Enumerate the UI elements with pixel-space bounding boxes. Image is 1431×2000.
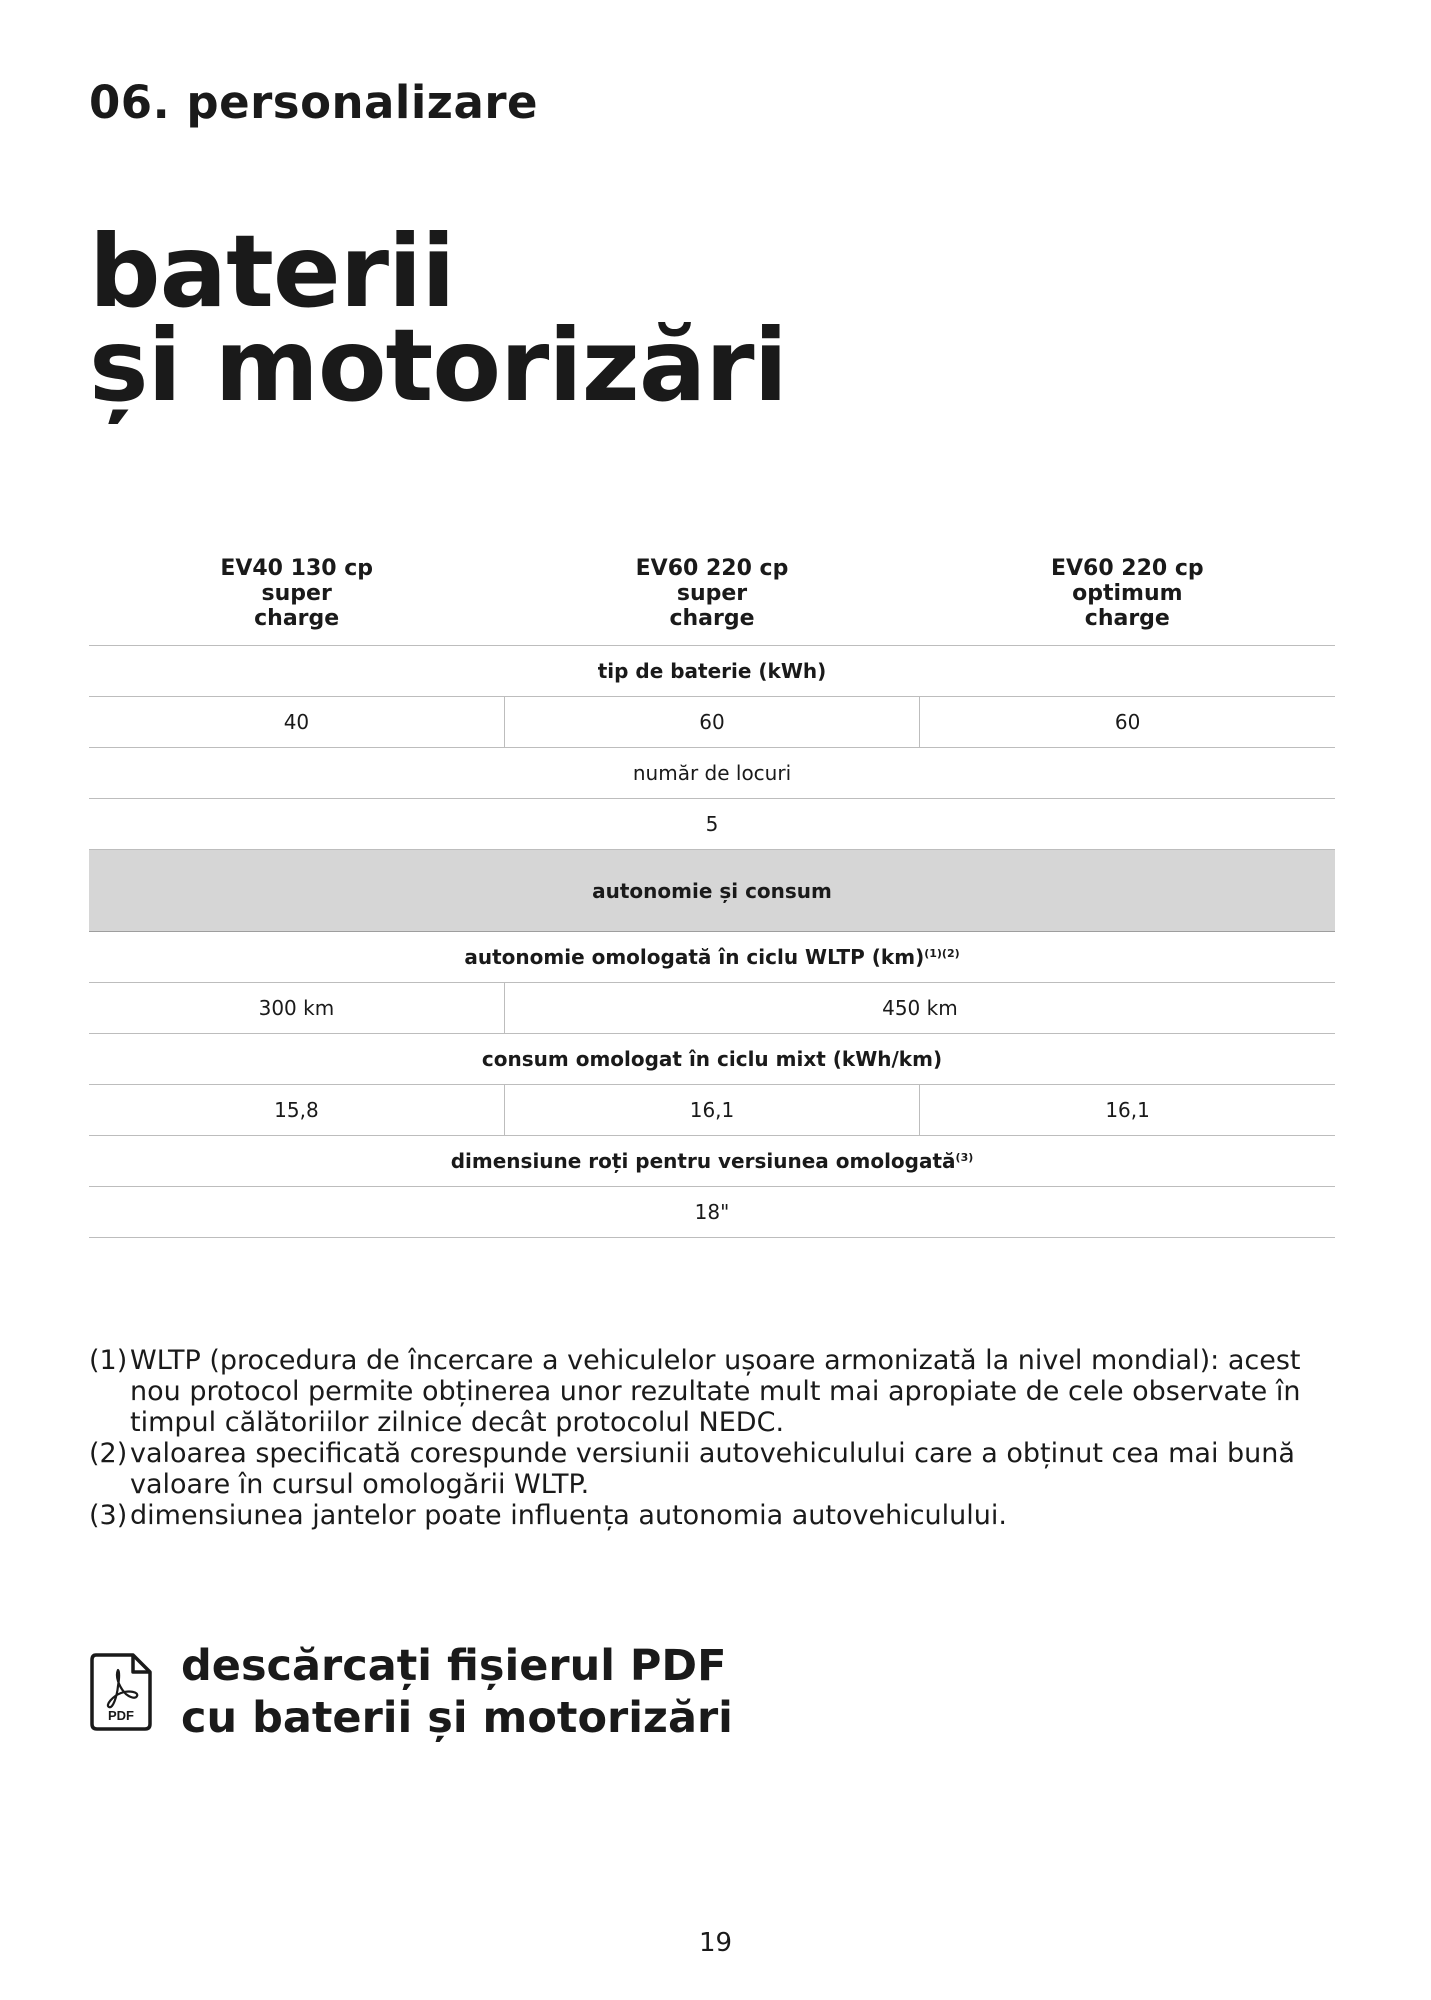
range-value-cell: 450 km — [504, 983, 1335, 1034]
battery-value-cell: 40 — [89, 697, 504, 748]
table-row — [89, 1136, 1335, 1187]
table-row — [89, 932, 1335, 983]
battery-value-cell: 60 — [504, 697, 919, 748]
consumption-label: consum omologat în ciclu mixt (kWh/km) — [89, 1034, 1335, 1085]
column-header-line: super — [676, 581, 748, 606]
page-number: 19 — [698, 1928, 733, 1958]
column-header-line: charge — [254, 606, 340, 631]
table-row — [89, 799, 1335, 850]
pdf-file-icon[interactable] — [89, 1652, 153, 1732]
wheel-label-cell — [89, 1136, 1335, 1187]
footnote-item — [89, 1500, 1339, 1531]
footnote-text: WLTP (procedura de încercare a vehiculelor ușoare armonizată la nivel mondial): acest nou protocol permite obținerea unor rezultate mult mai apropiate de cele observate în timpul călătoriilor zilnice decât protocolul NEDC. — [130, 1345, 1301, 1438]
specs-table — [89, 534, 1335, 1238]
column-header-line: charge — [1084, 606, 1170, 631]
column-header-line: EV60 220 cp — [635, 556, 789, 581]
column-header-line: charge — [669, 606, 755, 631]
download-pdf-link[interactable] — [89, 1640, 733, 1744]
seats-value-cell: 5 — [89, 799, 1335, 850]
table-row — [89, 646, 1335, 697]
table-row — [89, 983, 1335, 1034]
column-header-line: EV40 130 cp — [220, 556, 374, 581]
column-header-line: EV60 220 cp — [1050, 556, 1204, 581]
table-row — [89, 1034, 1335, 1085]
footnote-marker: (1) — [89, 1345, 128, 1376]
footnote-text: valoarea specificată corespunde versiunii autovehiculului care a obținut cea mai bună valoare în cursul omologării WLTP. — [130, 1438, 1295, 1500]
range-label-cell — [89, 932, 1335, 983]
seats-label: număr de locuri — [89, 748, 1335, 799]
consumption-value-cell: 16,1 — [920, 1085, 1335, 1136]
table-row — [89, 748, 1335, 799]
footnote-text: dimensiunea jantelor poate influența autonomia autovehiculului. — [130, 1500, 1007, 1531]
wheel-footnote-ref: (3) — [955, 1151, 974, 1164]
page-title-line-2: și motorizări — [89, 307, 787, 424]
range-value-cell: 300 km — [89, 983, 504, 1034]
footnote-item — [89, 1345, 1339, 1438]
column-header-ev60-super — [504, 534, 919, 646]
column-header-line: optimum — [1072, 581, 1183, 606]
column-header-ev60-optimum — [920, 534, 1335, 646]
table-header-row — [89, 534, 1335, 646]
footnote-marker: (3) — [89, 1500, 128, 1531]
download-pdf-line-1[interactable]: descărcați fișierul PDF — [181, 1641, 727, 1691]
footnote-marker: (2) — [89, 1438, 128, 1469]
battery-value-cell: 60 — [920, 697, 1335, 748]
column-header-ev40-super — [89, 534, 504, 646]
footnotes-list — [89, 1345, 1339, 1531]
page-title — [89, 213, 787, 424]
consumption-value-cell: 16,1 — [504, 1085, 919, 1136]
range-label: autonomie omologată în ciclu WLTP (km) — [464, 945, 925, 969]
wheel-label: dimensiune roți pentru versiunea omologată — [450, 1149, 956, 1173]
range-footnote-ref: (1)(2) — [924, 947, 960, 960]
battery-type-label: tip de baterie (kWh) — [89, 646, 1335, 697]
consumption-value-cell: 15,8 — [89, 1085, 504, 1136]
table-row — [89, 1085, 1335, 1136]
download-pdf-line-2[interactable]: cu baterii și motorizări — [181, 1693, 733, 1743]
table-row — [89, 1187, 1335, 1238]
section-band-label: autonomie și consum — [89, 850, 1335, 932]
section-label: 06. personalizare — [89, 76, 539, 129]
download-pdf-text[interactable] — [181, 1640, 733, 1744]
column-header-line: super — [261, 581, 332, 606]
table-row — [89, 697, 1335, 748]
page-title-line-1: baterii — [89, 213, 455, 330]
wheel-value-cell: 18" — [89, 1187, 1335, 1238]
footnote-item — [89, 1438, 1339, 1500]
section-band-row — [89, 850, 1335, 932]
pdf-icon-label: PDF — [108, 1708, 134, 1723]
